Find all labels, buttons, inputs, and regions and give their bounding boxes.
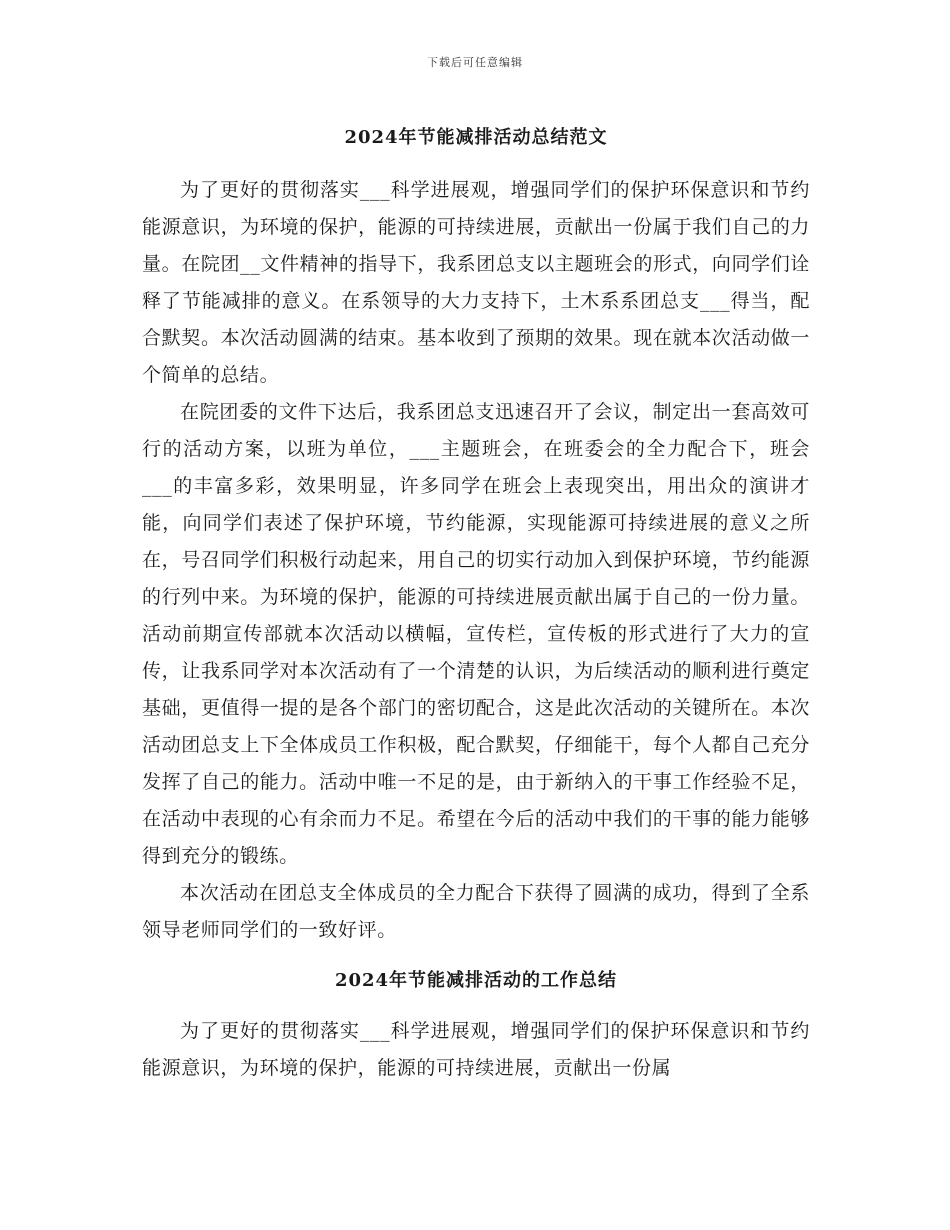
document-body bbox=[142, 118, 810, 1087]
paragraph-4: 为了更好的贯彻落实___科学进展观，增强同学们的保护环保意识和节约能源意识，为环境的保护，能源的可持续进展，贡献出一份属 bbox=[142, 1020, 810, 1079]
header-note: 下载后可任意编辑 bbox=[427, 56, 523, 69]
paragraph-3: 本次活动在团总支全体成员的全力配合下获得了圆满的成功，得到了全系领导老师同学们的一致好评。 bbox=[142, 882, 810, 941]
paragraph-2: 在院团委的文件下达后，我系团总支迅速召开了会议，制定出一套高效可行的活动方案，以班为单位，___主题班会，在班委会的全力配合下，班会___的丰富多彩，效果明显，许多同学在班会上表现突出，用出众的演讲才能，向同学们表述了保护环境，节约能源，实现能源可持续进展的意义之所在，号召同学们积极行动起来，用自己的切实行动加入到保护环境，节约能源的行列中来。为环境的保护，能源的可持续进展贡献出属于自己的一份力量。活动前期宣传部就本次活动以横幅，宣传栏，宣传板的形式进行了大力的宣传，让我系同学对本次活动有了一个清楚的认识，为后续活动的顺利进行奠定基础，更值得一提的是各个部门的密切配合，这是此次活动的关键所在。本次活动团总支上下全体成员工作积极，配合默契，仔细能干，每个人都自己充分发挥了自己的能力。活动中唯一不足的是，由于新纳入的干事工作经验不足，在活动中表现的心有余而力不足。希望在今后的活动中我们的干事的能力能够得到充分的锻练。 bbox=[142, 401, 810, 867]
document-title: 2024年节能减排活动总结范文 bbox=[344, 127, 608, 148]
section-title: 2024年节能减排活动的工作总结 bbox=[334, 970, 618, 991]
paragraph-1: 为了更好的贯彻落实___科学进展观，增强同学们的保护环保意识和节约能源意识，为环境的保护，能源的可持续进展，贡献出一份属于我们自己的力量。在院团__文件精神的指导下，我系团总支以主题班会的形式，向同学们诠释了节能减排的意义。在系领导的大力支持下，土木系系团总支___得当，配合默契。本次活动圆满的结束。基本收到了预期的效果。现在就本次活动做一个简单的总结。 bbox=[142, 179, 810, 386]
